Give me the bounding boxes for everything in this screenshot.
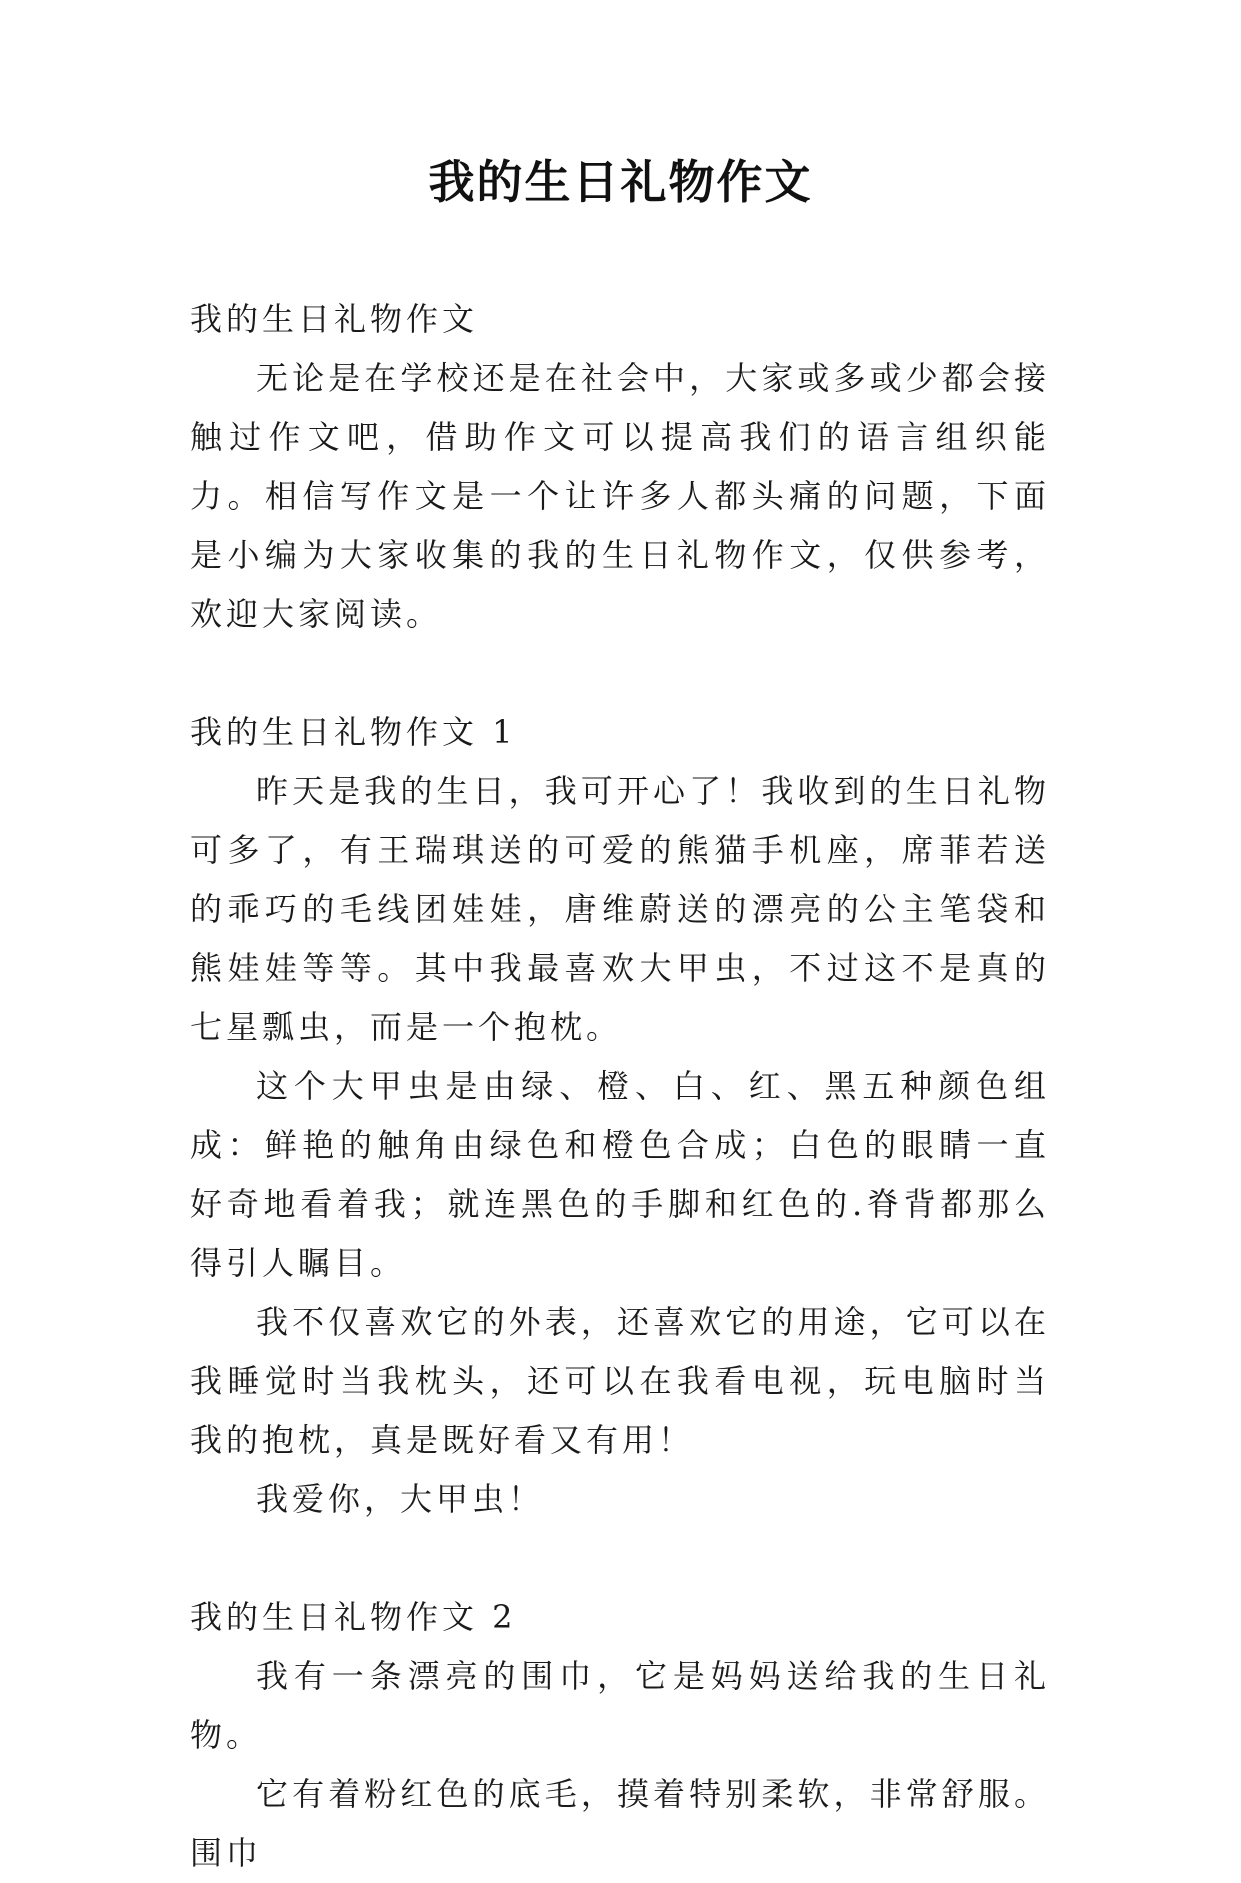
intro-paragraph: 无论是在学校还是在社会中，大家或多或少都会接触过作文吧，借助作文可以提高我们的语言组织能力。相信写作文是一个让许多人都头痛的问题，下面是小编为大家收集的我的生日礼物作文，仅供参考，欢迎大家阅读。 (190, 359, 1050, 633)
essay1-heading: 我的生日礼物作文 1 (190, 713, 517, 751)
document-body (190, 290, 1050, 1883)
intro-heading: 我的生日礼物作文 (190, 300, 479, 338)
essay1-paragraph: 我不仅喜欢它的外表，还喜欢它的用途，它可以在我睡觉时当我枕头，还可以在我看电视，玩电脑时当我的抱枕，真是既好看又有用！ (190, 1303, 1050, 1459)
section-spacer (190, 644, 1050, 703)
essay2-heading: 我的生日礼物作文 2 (190, 1598, 517, 1636)
essay1-paragraph: 我爱你，大甲虫！ (256, 1480, 545, 1518)
essay2-paragraph: 它有着粉红色的底毛，摸着特别柔软，非常舒服。围巾 (190, 1775, 1050, 1872)
essay1-paragraph: 昨天是我的生日，我可开心了！我收到的生日礼物可多了，有王瑞琪送的可爱的熊猫手机座，席菲若送的乖巧的毛线团娃娃，唐维蔚送的漂亮的公主笔袋和熊娃娃等等。其中我最喜欢大甲虫，不过这不是真的七星瓢虫，而是一个抱枕。 (190, 772, 1050, 1046)
document-title: 我的生日礼物作文 (428, 155, 813, 209)
essay2-paragraph: 我有一条漂亮的围巾，它是妈妈送给我的生日礼物。 (190, 1657, 1050, 1754)
section-spacer (190, 1529, 1050, 1588)
essay1-paragraph: 这个大甲虫是由绿、橙、白、红、黑五种颜色组成：鲜艳的触角由绿色和橙色合成；白色的眼睛一直好奇地看着我；就连黑色的手脚和红色的.脊背都那么得引人瞩目。 (190, 1067, 1050, 1282)
